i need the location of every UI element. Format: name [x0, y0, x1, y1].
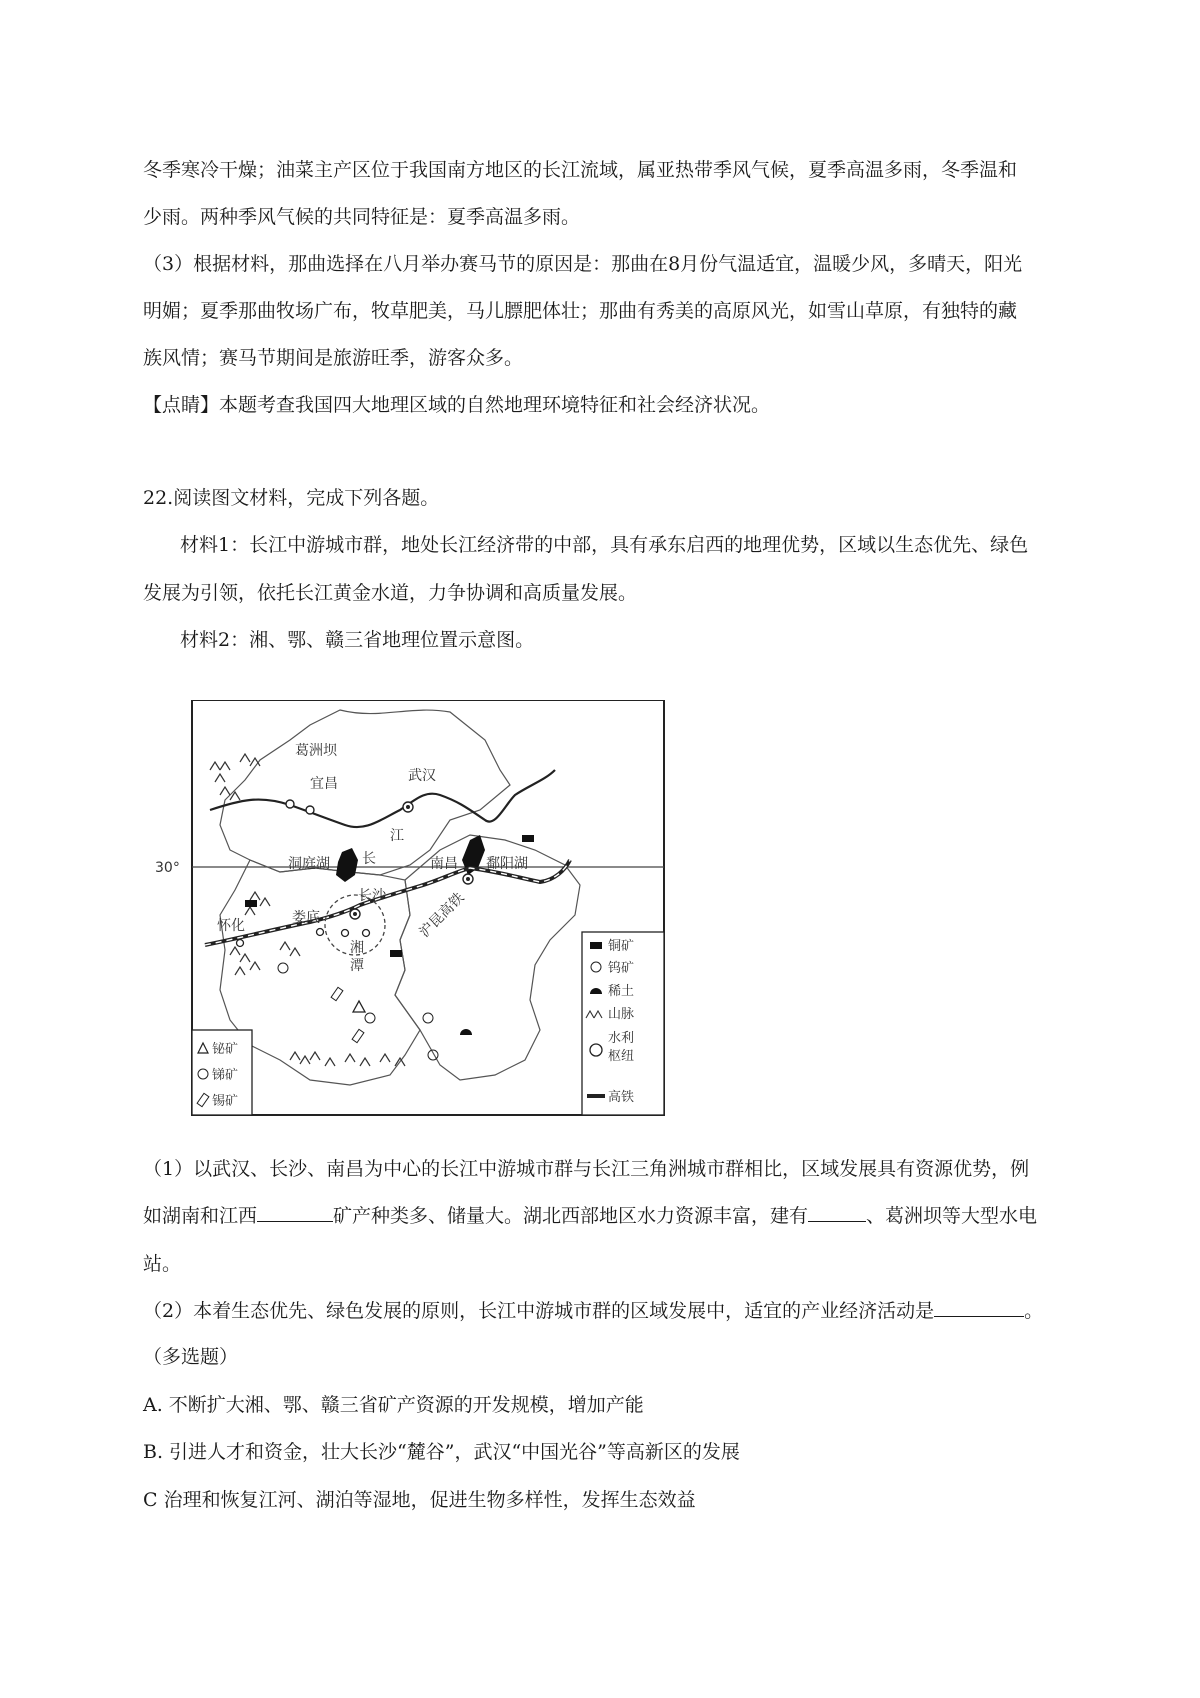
- xiangtan-city-symbol: [342, 930, 349, 937]
- question-22-stem: 22.阅读图文材料，完成下列各题。: [143, 487, 440, 509]
- label-gezhouba: 葛洲坝: [295, 743, 337, 759]
- prev-answer-line-1: 冬季寒冷干燥；油菜主产区位于我国南方地区的长江流域，属亚热带季风气候，夏季高温多雨，冬季温和: [143, 159, 1018, 181]
- label-nanchang: 南昌: [430, 856, 458, 872]
- huaihua-city-symbol: [237, 940, 244, 947]
- copper-ore-icon-2: [390, 950, 402, 957]
- geo-map-figure: [150, 700, 670, 1120]
- prev-answer-line-2: 少雨。两种季风气候的共同特征是：夏季高温多雨。: [143, 206, 581, 228]
- option-c: C 治理和恢复江河、湖泊等湿地，促进生物多样性，发挥生态效益: [143, 1489, 696, 1511]
- q2-text: （2）本着生态优先、绿色发展的原则，长江中游城市群的区域发展中，适宜的产业经济活动是: [143, 1300, 935, 1322]
- question-1-line-2: [143, 1203, 1037, 1229]
- label-xiang: 湘: [350, 940, 364, 956]
- legend-tungsten-label: 钨矿: [608, 961, 635, 976]
- label-chang: 长: [362, 851, 376, 867]
- prev-answer-part3-line-1: （3）根据材料，那曲选择在八月举办赛马节的原因是：那曲在8月份气温适宜，温暖少风，多晴天，阳光: [143, 253, 1023, 275]
- lat-label-left: 30°: [155, 860, 180, 876]
- q1-text-c: 、葛洲坝等大型水电: [866, 1205, 1038, 1227]
- loudi-city-symbol: [317, 929, 324, 936]
- legend-copper-icon: [590, 942, 602, 949]
- question-2-line-1: [143, 1298, 1043, 1324]
- legend-right-box: [582, 932, 664, 1115]
- label-changsha: 长沙: [358, 888, 386, 904]
- q1-text-a: 如湖南和江西: [143, 1205, 258, 1227]
- material-1-line-2: 发展为引领，依托长江黄金水道，力争协调和高质量发展。: [143, 582, 638, 604]
- q2-blank[interactable]: [934, 1298, 1024, 1317]
- yichang-city-symbol: [286, 800, 294, 808]
- legend-tin-label: 锡矿: [212, 1094, 239, 1109]
- legend-hydro-label-1: 水利: [608, 1031, 635, 1046]
- label-railway: 沪昆高铁: [416, 889, 468, 941]
- legend-copper-label: 铜矿: [608, 939, 635, 954]
- option-b: B. 引进人才和资金，壮大长沙“麓谷”，武汉“中国光谷”等高新区的发展: [143, 1441, 740, 1463]
- q1-blank-2[interactable]: [808, 1203, 866, 1222]
- label-tan: 潭: [350, 958, 364, 974]
- option-a: A. 不断扩大湘、鄂、赣三省矿产资源的开发规模，增加产能: [143, 1394, 644, 1416]
- comment-line: 【点睛】本题考查我国四大地理区域的自然地理环境特征和社会经济状况。: [143, 394, 771, 416]
- label-poyanghu: 鄱阳湖: [486, 856, 528, 872]
- gezhouba-symbol: [306, 806, 314, 814]
- material-2-line: 材料2：湘、鄂、赣三省地理位置示意图。: [180, 629, 535, 651]
- question-1-line-1: （1）以武汉、长沙、南昌为中心的长江中游城市群与长江三角洲城市群相比，区域发展具有资源优势，例: [143, 1158, 1030, 1180]
- label-loudi: 娄底: [292, 910, 320, 926]
- prev-answer-part3-line-2: 明媚；夏季那曲牧场广布，牧草肥美，马儿膘肥体壮；那曲有秀美的高原风光，如雪山草原，有独特的藏: [143, 300, 1018, 322]
- prev-answer-part3-line-3: 族风情；赛马节期间是旅游旺季，游客众多。: [143, 347, 524, 369]
- zhuzhou-city-symbol: [363, 930, 370, 937]
- question-1-line-3: 站。: [143, 1253, 182, 1275]
- label-dongtinghu: 洞庭湖: [288, 856, 330, 872]
- label-wuhan: 武汉: [408, 768, 436, 784]
- legend-antimony-label: 锑矿: [212, 1068, 239, 1083]
- copper-ore-icon: [245, 900, 257, 907]
- material-1-line-1: 材料1：长江中游城市群，地处长江经济带的中部，具有承东启西的地理优势，区域以生态优先、绿色: [180, 534, 1029, 556]
- q2-text-end: 。: [1024, 1300, 1044, 1322]
- legend-railway-label: 高铁: [608, 1090, 635, 1105]
- legend-hydro-label-2: 枢纽: [608, 1049, 635, 1064]
- legend-bismuth-label: 铋矿: [212, 1042, 239, 1057]
- q1-text-b: 矿产种类多、储量大。湖北西部地区水力资源丰富，建有: [333, 1205, 809, 1227]
- question-2-note: （多选题）: [143, 1346, 239, 1368]
- legend-rare-earth-label: 稀土: [608, 984, 635, 999]
- label-huaihua: 怀化: [217, 918, 245, 934]
- q1-blank-1[interactable]: [257, 1203, 333, 1222]
- label-yichang: 宜昌: [310, 776, 338, 792]
- label-jiang: 江: [390, 828, 404, 844]
- legend-mountain-label: 山脉: [608, 1007, 635, 1022]
- copper-ore-icon-3: [522, 835, 534, 842]
